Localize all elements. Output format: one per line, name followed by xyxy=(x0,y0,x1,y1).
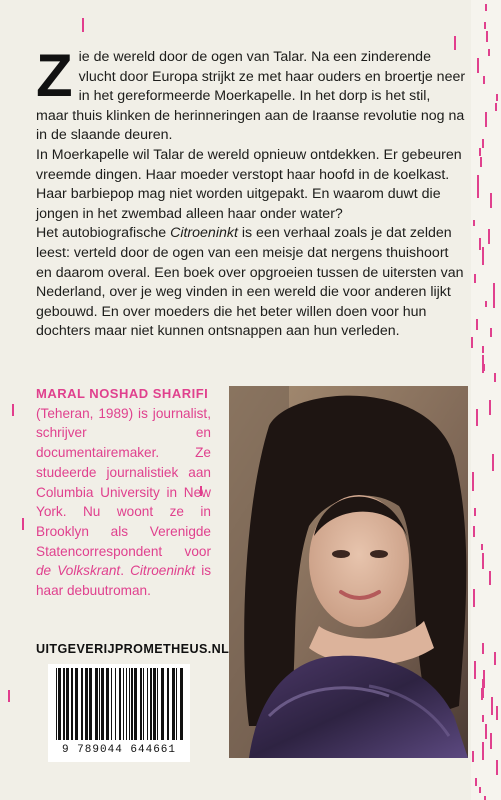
book-title-italic: Citroeninkt xyxy=(130,563,196,579)
barcode-bar xyxy=(157,668,158,740)
decorative-tick xyxy=(482,346,484,353)
barcode-bar xyxy=(180,668,183,740)
decorative-tick xyxy=(482,256,484,265)
decorative-tick xyxy=(82,18,84,32)
decorative-tick xyxy=(474,508,476,516)
decorative-tick xyxy=(479,238,481,250)
author-bio: MARAL NOSHAD SHARIFI (Teheran, 1989) is journalist, schrijver en documentairemaker. Ze studeerde journalistiek aan Columbia University in New York. Nu woont ze in Brooklyn als Verenigde Statencorrespondent voor de Volkskrant. Citroeninkt is haar debuutroman. xyxy=(36,386,212,599)
barcode-bar xyxy=(123,668,124,740)
decorative-tick xyxy=(490,328,492,337)
barcode-bar xyxy=(89,668,92,740)
barcode-bar xyxy=(140,668,142,740)
decorative-tick xyxy=(483,76,485,84)
barcode-bar xyxy=(99,668,100,740)
barcode-bar xyxy=(111,668,112,740)
barcode-bar xyxy=(119,668,121,740)
decorative-tick xyxy=(495,103,497,111)
decorative-tick xyxy=(471,337,473,348)
blurb-paragraph-2: In Moerkapelle wil Talar de wereld opnieuw ontdekken. Er gebeuren vreemde dingen. Haar moeder verstopt haar hoofd in de koelkast. Haar barbiepop mag niet worden uitgepakt. En waarom duwt die jongen in het zwembad alleen haar onder water? xyxy=(36,146,462,222)
decorative-tick xyxy=(476,319,478,330)
barcode-bar xyxy=(134,668,137,740)
decorative-tick xyxy=(479,787,481,793)
decorative-tick xyxy=(488,229,490,244)
barcode-bar xyxy=(95,668,98,740)
decorative-tick xyxy=(489,571,491,585)
barcode-bar xyxy=(63,668,65,740)
decorative-tick xyxy=(12,404,14,416)
barcode-bar xyxy=(161,668,164,740)
barcode-bar xyxy=(172,668,175,740)
decorative-tick xyxy=(496,706,498,720)
barcode-bar xyxy=(147,668,148,740)
decorative-tick xyxy=(472,751,474,762)
decorative-tick xyxy=(484,22,486,29)
decorative-tick xyxy=(485,112,487,127)
blurb-paragraph-3: Het autobiografische Citroeninkt is een verhaal zoals je dat zelden leest: verteld door de ogen van een meisje dat nergens thuishoort en daarom overal. Een boek over opgroeien tussen de uitersten van Nederland, over je weg vinden in een wereld die voor anderen lijkt gebouwd. En over moeders die het beter willen doen voor hun dochters maar niet kunnen ontsnappen aan hun verleden. xyxy=(36,225,464,340)
drop-cap: Z xyxy=(36,42,73,109)
decorative-tick xyxy=(479,148,481,156)
decorative-tick xyxy=(488,49,490,56)
decorative-tick xyxy=(8,690,10,702)
decorative-tick xyxy=(496,760,498,775)
decorative-tick xyxy=(492,454,494,471)
barcode-bar xyxy=(75,668,78,740)
decorative-tick xyxy=(489,400,491,415)
decorative-tick xyxy=(474,661,476,679)
decorative-tick xyxy=(481,688,483,700)
decorative-tick xyxy=(480,157,482,167)
decorative-tick xyxy=(482,139,484,148)
decorative-tick xyxy=(482,553,484,569)
decorative-tick xyxy=(485,301,487,307)
decorative-tick xyxy=(473,220,475,226)
decorative-tick xyxy=(482,715,484,722)
publisher-url: UITGEVERIJPROMETHEUS.NL xyxy=(36,642,230,656)
decorative-tick xyxy=(486,31,488,42)
decorative-tick xyxy=(473,589,475,607)
decorative-tick xyxy=(22,518,24,530)
decorative-tick xyxy=(477,184,479,198)
decorative-tick xyxy=(494,373,496,382)
author-name: MARAL NOSHAD SHARIFI xyxy=(36,386,209,401)
decorative-tick xyxy=(482,643,484,654)
barcode-bar xyxy=(153,668,156,740)
decorative-tick xyxy=(476,409,478,426)
blurb-paragraph-1: ie de wereld door de ogen van Talar. Na een zinderende vlucht door Europa strijkt ze met haar ouders en broertje neer in het gereformeerde Moerkapelle. In het dorp is het stil, maar thuis klinken de herinneringen aan de Iraanse revolutie nog na in de slaande deuren. xyxy=(36,49,466,144)
barcode-bar xyxy=(58,668,61,740)
barcode-bar xyxy=(101,668,104,740)
barcode-bar xyxy=(129,668,130,740)
decorative-tick xyxy=(484,796,486,800)
barcode-bar xyxy=(176,668,177,740)
barcode-bar xyxy=(167,668,169,740)
decorative-tick xyxy=(485,4,487,11)
decorative-stripe xyxy=(471,0,501,800)
decorative-tick xyxy=(472,472,474,481)
decorative-tick xyxy=(477,58,479,73)
barcode-bar xyxy=(81,668,83,740)
decorative-tick xyxy=(493,292,495,308)
barcode-bar xyxy=(143,668,144,740)
barcode-bar xyxy=(115,668,116,740)
barcode-bar xyxy=(150,668,152,740)
barcode-bar xyxy=(126,668,127,740)
decorative-tick xyxy=(481,544,483,550)
barcode-bar xyxy=(106,668,109,740)
newspaper-name: de Volkskrant xyxy=(36,563,121,579)
decorative-tick xyxy=(485,724,487,739)
decorative-tick xyxy=(483,364,485,371)
barcode-bar xyxy=(56,668,57,740)
decorative-tick xyxy=(482,742,484,760)
decorative-tick xyxy=(490,193,492,208)
decorative-tick xyxy=(490,733,492,749)
barcode-bar xyxy=(85,668,88,740)
decorative-tick xyxy=(491,697,493,715)
decorative-tick xyxy=(475,778,477,786)
decorative-tick xyxy=(494,652,496,665)
decorative-tick xyxy=(474,274,476,283)
barcode-bar xyxy=(71,668,73,740)
book-title-italic: Citroeninkt xyxy=(170,225,238,242)
book-blurb xyxy=(36,42,466,342)
barcode-bar xyxy=(66,668,69,740)
barcode-number: 9 789044 644661 xyxy=(61,744,177,756)
decorative-tick xyxy=(496,94,498,101)
author-photo xyxy=(229,386,468,758)
decorative-tick xyxy=(472,481,474,491)
decorative-tick xyxy=(473,526,475,537)
barcode-bar xyxy=(131,668,133,740)
